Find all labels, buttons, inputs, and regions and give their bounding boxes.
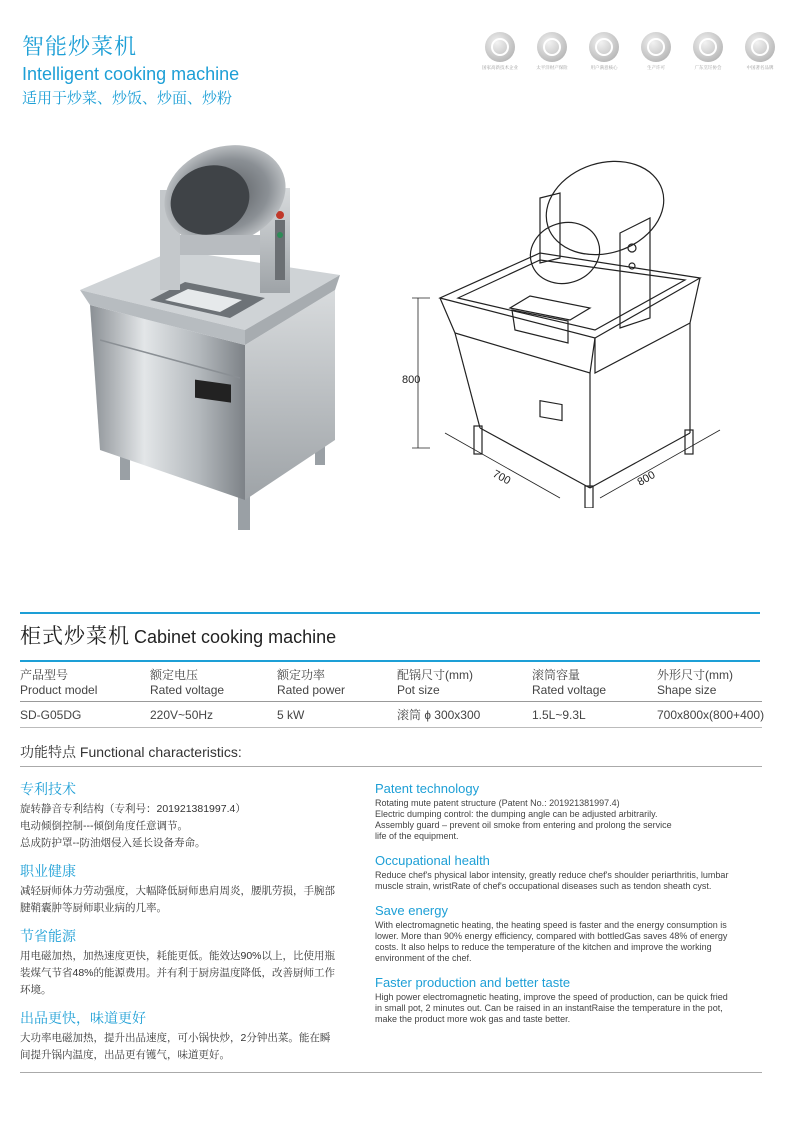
certification-badges [478, 32, 782, 72]
spec-value-cell: 滚筒 ɸ 300x300 [397, 708, 481, 722]
certification-label: 用户满意核心 [590, 65, 618, 71]
feature-line-cn: 电动倾倒控制---倾倒角度任意调节。 [20, 820, 188, 832]
features-en-column [375, 780, 760, 1025]
certification-label: 太平洋财产保险 [536, 65, 568, 71]
certification-seal-icon [485, 32, 515, 62]
certification-badge [582, 32, 626, 72]
certification-seal-icon [537, 32, 567, 62]
feature-line-cn: 减轻厨师体力劳动强度，大幅降低厨师患肩周炎，腰肌劳损，手腕部 [20, 885, 335, 897]
section-title-cn: 柜式炒菜机 [20, 625, 130, 648]
feature-line-en: life of the equipment. [375, 831, 459, 841]
feature-line-en: Reduce chef's physical labor intensity, greatly reduce chef's shoulder periarthritis, lumbar [375, 870, 729, 880]
feature-heading-cn: 专利技术 [20, 781, 76, 797]
feature-block-en [375, 902, 760, 964]
spec-value-cell: 220V~50Hz [150, 708, 214, 722]
dimension-depth-label: 800 [635, 469, 658, 489]
feature-line-cn: 总成防护罩--防油烟侵入延长设备寿命。 [20, 837, 206, 849]
technical-drawing [400, 158, 730, 508]
spec-value-cell: 700x800x(800+400) [657, 708, 765, 722]
feature-heading-en: Save energy [375, 903, 448, 918]
feature-block-cn [20, 780, 355, 852]
section-divider-bottom [20, 660, 760, 662]
feature-heading-cn: 出品更快，味道更好 [20, 1010, 146, 1026]
spec-header-cell: 额定电压 Rated voltage [150, 668, 225, 697]
feature-line-en: With electromagnetic heating, the heating speed is faster and the energy consumption is [375, 920, 727, 930]
feature-line-cn: 用电磁加热，加热速度更快，耗能更低。能效达90%以上，比使用瓶 [20, 950, 336, 962]
certification-badge [530, 32, 574, 72]
spec-value-cell: SD-G05DG [20, 708, 82, 722]
spec-value-cell: 5 kW [277, 708, 305, 722]
feature-line-cn: 装煤气节省48%的能源费用。并有利于厨房温度降低，改善厨师工作 [20, 967, 336, 979]
feature-line-cn: 间提升锅内温度，出品更有镬气，味道更好。 [20, 1049, 230, 1061]
certification-label: 国家高新技术企业 [481, 65, 518, 71]
feature-line-cn: 大功率电磁加热，提升出品速度，可小锅快炒，2分钟出菜。能在瞬 [20, 1032, 331, 1044]
feature-line-en: Electric dumping control: the dumping angle can be adjusted arbitrarily. [375, 809, 658, 819]
dimension-width-label: 700 [490, 468, 513, 488]
brochure-header [22, 34, 239, 110]
feature-line-en: environment of the chef. [375, 953, 472, 963]
cabinet-section-header [20, 612, 760, 662]
certification-badge [686, 32, 730, 72]
feature-block-cn [20, 1009, 355, 1064]
feature-line-en: in small pot, 2 minutes out. Can be raised in an instantRaise the temperature in the pot, [375, 1003, 723, 1013]
feature-line-cn: 旋转静音专利结构（专利号：201921381997.4） [20, 803, 246, 815]
feature-block-en [375, 780, 760, 842]
spec-header-cell: 配锅尺寸(mm) Pot size [397, 668, 473, 697]
certification-seal-icon [589, 32, 619, 62]
feature-block-cn [20, 862, 355, 917]
spec-value-cell: 1.5L~9.3L [532, 708, 586, 722]
certification-badge [478, 32, 522, 72]
title-cn: 智能炒菜机 [22, 34, 138, 59]
certification-label: 广东烹饪协会 [694, 65, 722, 71]
feature-line-en: Assembly guard – prevent oil smoke from entering and prolong the service [375, 820, 672, 830]
spec-header-cell: 滚筒容量 Rated voltage [532, 668, 607, 697]
feature-line-en: make the product more wok gas and taste better. [375, 1014, 571, 1024]
spec-header-cell: 额定功率 Rated power [277, 668, 346, 697]
spec-header-cell: 产品型号 Product model [20, 668, 98, 697]
feature-heading-en: Occupational health [375, 853, 490, 868]
feature-line-en: muscle strain, wristRate of chef's occupational diseases such as tendon sheath cyst. [375, 881, 712, 891]
section-title [20, 624, 760, 650]
certification-seal-icon [641, 32, 671, 62]
subtitle-cn: 适用于炒菜、炒饭、炒面、炒粉 [22, 90, 233, 107]
dimension-height-label: 800 [402, 374, 421, 386]
feature-heading-cn: 职业健康 [20, 863, 76, 879]
spec-table [20, 668, 765, 728]
spec-table-header [20, 668, 762, 702]
section-divider-top [20, 612, 760, 614]
features-cn-column [20, 780, 355, 1064]
features-title: 功能特点 Functional characteristics: [20, 744, 242, 760]
feature-line-en: Rotating mute patent structure (Patent No.: 201921381997.4) [375, 798, 620, 808]
certification-seal-icon [693, 32, 723, 62]
spec-header-cell: 外形尺寸(mm) Shape size [657, 668, 733, 697]
spec-table-row [20, 702, 765, 728]
certification-label: 生产许可 [646, 65, 665, 71]
feature-line-cn: 环境。 [20, 984, 52, 996]
product-photo [70, 140, 370, 540]
feature-line-en: High power electromagnetic heating, improve the speed of production, can be quick fried [375, 992, 728, 1002]
certification-seal-icon [745, 32, 775, 62]
certification-badge [738, 32, 782, 72]
feature-line-en: lower. More than 90% energy efficiency, compared with bottledGas saves 48% of energy [375, 931, 728, 941]
features-divider [20, 766, 762, 767]
feature-block-cn [20, 927, 355, 999]
feature-line-cn: 腱鞘囊肿等厨师职业病的几率。 [20, 902, 167, 914]
feature-block-en [375, 974, 760, 1025]
feature-heading-en: Faster production and better taste [375, 975, 571, 990]
bottom-divider [20, 1072, 762, 1073]
feature-heading-cn: 节省能源 [20, 928, 76, 944]
feature-block-en [375, 852, 760, 892]
section-title-en: Cabinet cooking machine [134, 627, 337, 647]
certification-badge [634, 32, 678, 72]
title-en: Intelligent cooking machine [22, 64, 240, 84]
feature-line-en: costs. It also helps to reduce the temperature of the kitchen and improve the working [375, 942, 712, 952]
certification-label: 中国著名品牌 [746, 65, 774, 71]
feature-heading-en: Patent technology [375, 781, 480, 796]
